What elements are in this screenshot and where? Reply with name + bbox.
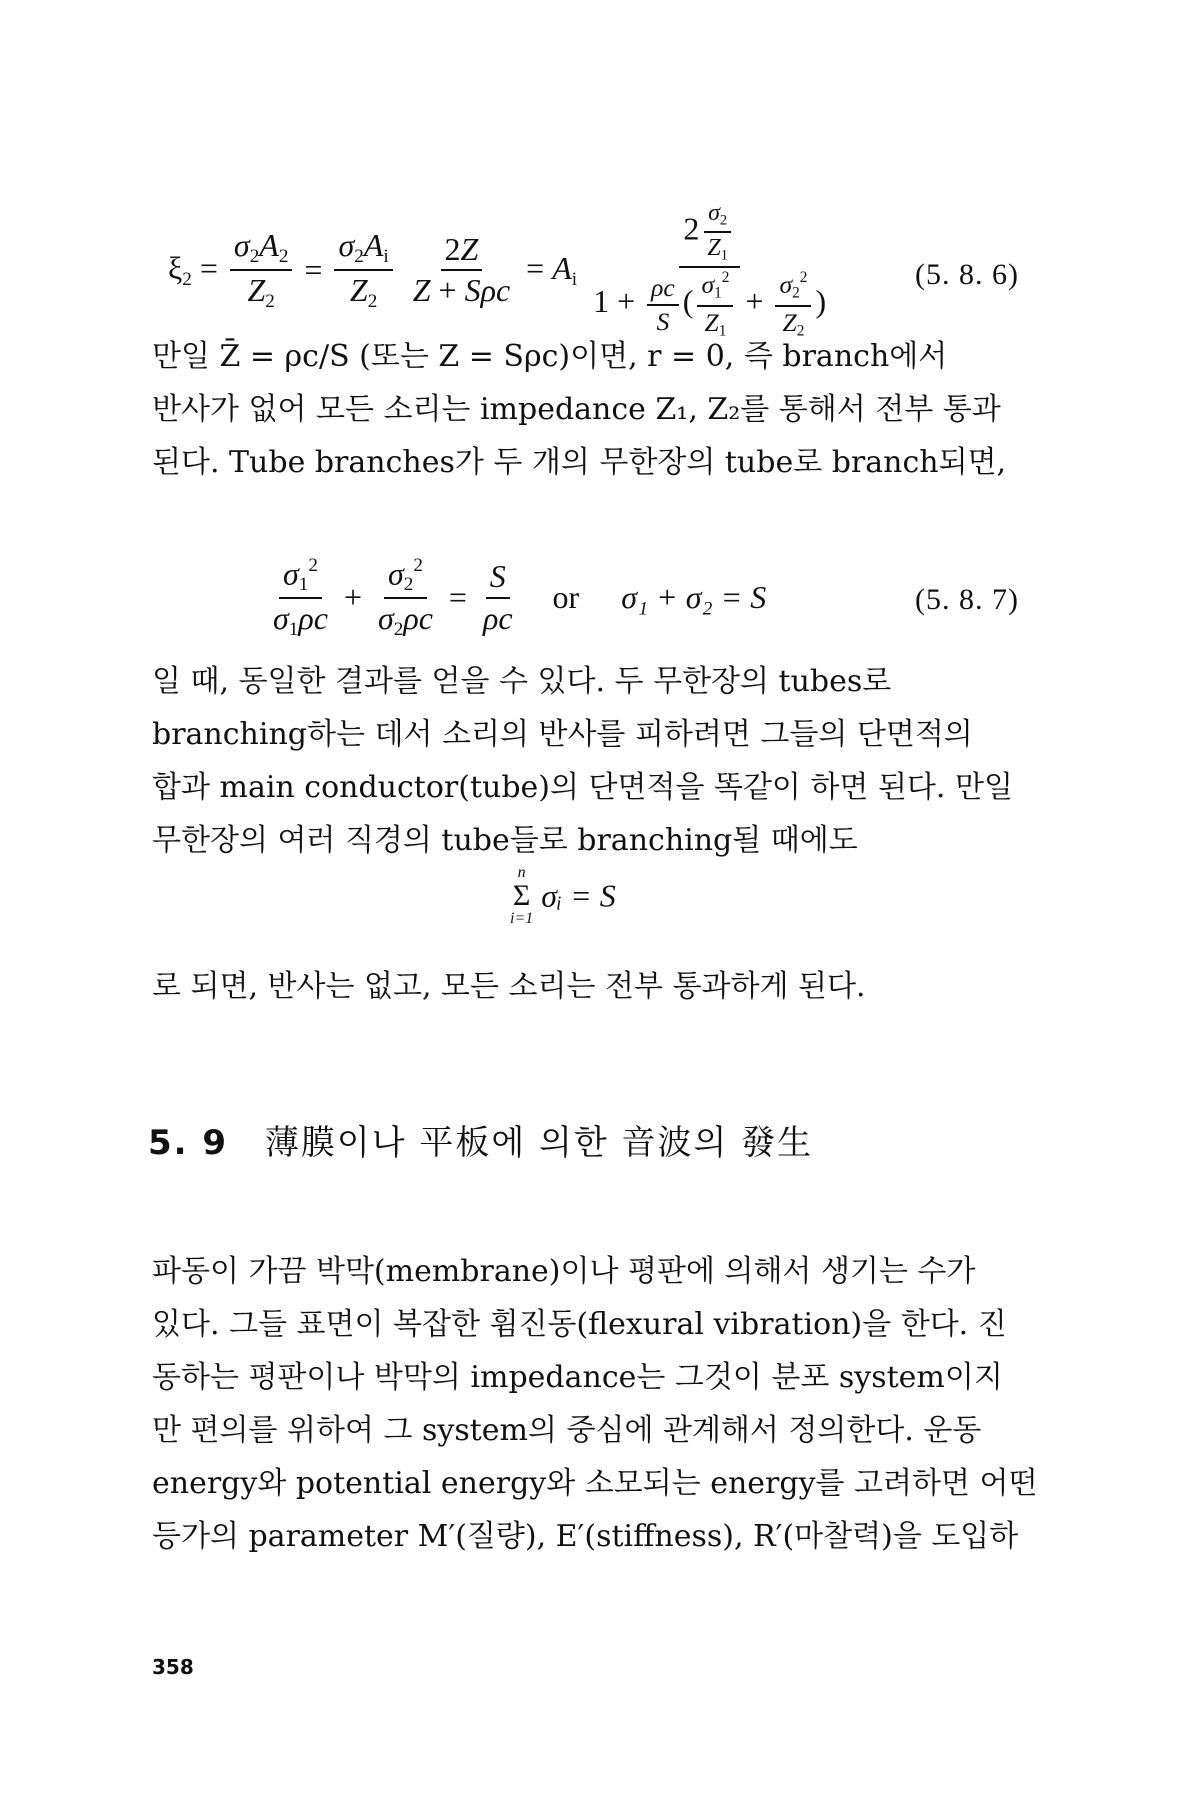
sum-lower-limit: i=1 — [510, 910, 534, 927]
sum-body: σᵢ = S — [541, 877, 616, 914]
equation-number: (5. 8. 6) — [915, 258, 1019, 291]
section-title: 薄膜이나 平板에 의한 音波의 發生 — [264, 1123, 814, 1163]
text-line: 동하는 평판이나 박막의 impedance는 그것이 분포 system이지 — [152, 1360, 1003, 1395]
text-line: 파동이 가끔 박막(membrane)이나 평판에 의해서 생기는 수가 — [152, 1254, 976, 1289]
sum-upper-limit: n — [517, 864, 526, 881]
page-number: 358 — [152, 1655, 194, 1679]
text-line: 일 때, 동일한 결과를 얻을 수 있다. 두 무한장의 tubes로 — [152, 664, 892, 699]
equation-5-8-7: $\frac{\sigma_1^2}{\sigma_1\rho c}$ + $\frac{\sigma_2^2}{\sigma_2\rho c}$ = $\frac{S}{\rho c}$ or σ₁ + σ₂ = S — [265, 555, 766, 640]
text-line: 있다. 그들 표면이 복잡한 휨진동(flexural vibration)을 한다. 진 — [152, 1307, 1007, 1342]
section-number: 5. 9 — [148, 1123, 229, 1163]
paragraph — [152, 1245, 1042, 1563]
eq-fraction: $\frac{\sigma_2A_2}{Z_2}$ — [230, 228, 293, 312]
paragraph — [152, 330, 1042, 489]
eq-fraction: $\frac{\sigma_2^2}{\sigma_2\rho c}$ — [377, 555, 433, 641]
text-line: 된다. Tube branches가 두 개의 무한장의 tube로 branch되면, — [152, 445, 1007, 480]
text-line: 로 되면, 반사는 없고, 모든 소리는 전부 통과하게 된다. — [152, 969, 866, 1004]
eq-fraction: $\frac{\sigma_1^2}{\sigma_1\rho c}$ — [273, 555, 328, 641]
text-line: 반사가 없어 모든 소리는 impedance Z₁, Z₂를 통해서 전부 통과 — [152, 392, 1001, 427]
equation-number: (5. 8. 7) — [915, 583, 1019, 616]
equation-summation: n Σ i=1 σᵢ = S — [510, 864, 616, 927]
text-line: branching하는 데서 소리의 반사를 피하려면 그들의 단면적의 — [152, 717, 973, 752]
text-line: 합과 main conductor(tube)의 단면적을 똑같이 하면 된다. 만일 — [152, 770, 1013, 805]
section-heading — [148, 1115, 813, 1164]
text-line: 등가의 parameter M′(질량), E′(stiffness), R′(마찰력)을 도입하 — [152, 1519, 1019, 1554]
eq-fraction: 2 $\frac{\sigma_2}{Z_1}$ 1 + $\frac{\rho c}{S}$ ( $\frac{\sigma_1^2}{Z_1}$ + $\frac{\sigma_2^2}{Z_2}$ ) — [593, 200, 827, 340]
eq-fraction: $\frac{S}{\rho c}$ — [482, 558, 513, 636]
paragraph — [152, 655, 1042, 867]
paragraph — [152, 960, 1042, 1013]
text-line: energy와 potential energy와 소모되는 energy를 고려하면 어떤 — [152, 1466, 1038, 1501]
eq-fraction: $\frac{2Z}{\text{Z + Sρc}}$ — [412, 230, 511, 309]
alt-equation: σ₁ + σ₂ = S — [621, 579, 767, 616]
text-line: 무한장의 여러 직경의 tube들로 branching될 때에도 — [152, 823, 858, 858]
or-word: or — [552, 579, 580, 616]
text-line: 만 편의를 위하여 그 system의 중심에 관계해서 정의한다. 운동 — [152, 1413, 982, 1448]
equation-5-8-6: $\xi_2$ = $\frac{\sigma_2A_2}{Z_2}$ = $\frac{\sigma_2A_i}{Z_2}$ $\frac{2Z}{\text{Z + Sρc}}$ = $A_i$ 2 $\frac{\sigma_2}{Z_1}$ 1 + $\frac{\rho c}{S}$ ( $\frac{\sigma_1^2}{Z_1}$ + $\frac{\sigma_2^2}{Z_2}$ ) — [168, 200, 834, 340]
eq-fraction: $\frac{\sigma_2A_i}{Z_2}$ — [334, 228, 392, 312]
text-line: 만일 Z̄ = ρc/S (또는 Z = Sρc)이면, r = 0, 즉 branch에서 — [152, 339, 948, 374]
